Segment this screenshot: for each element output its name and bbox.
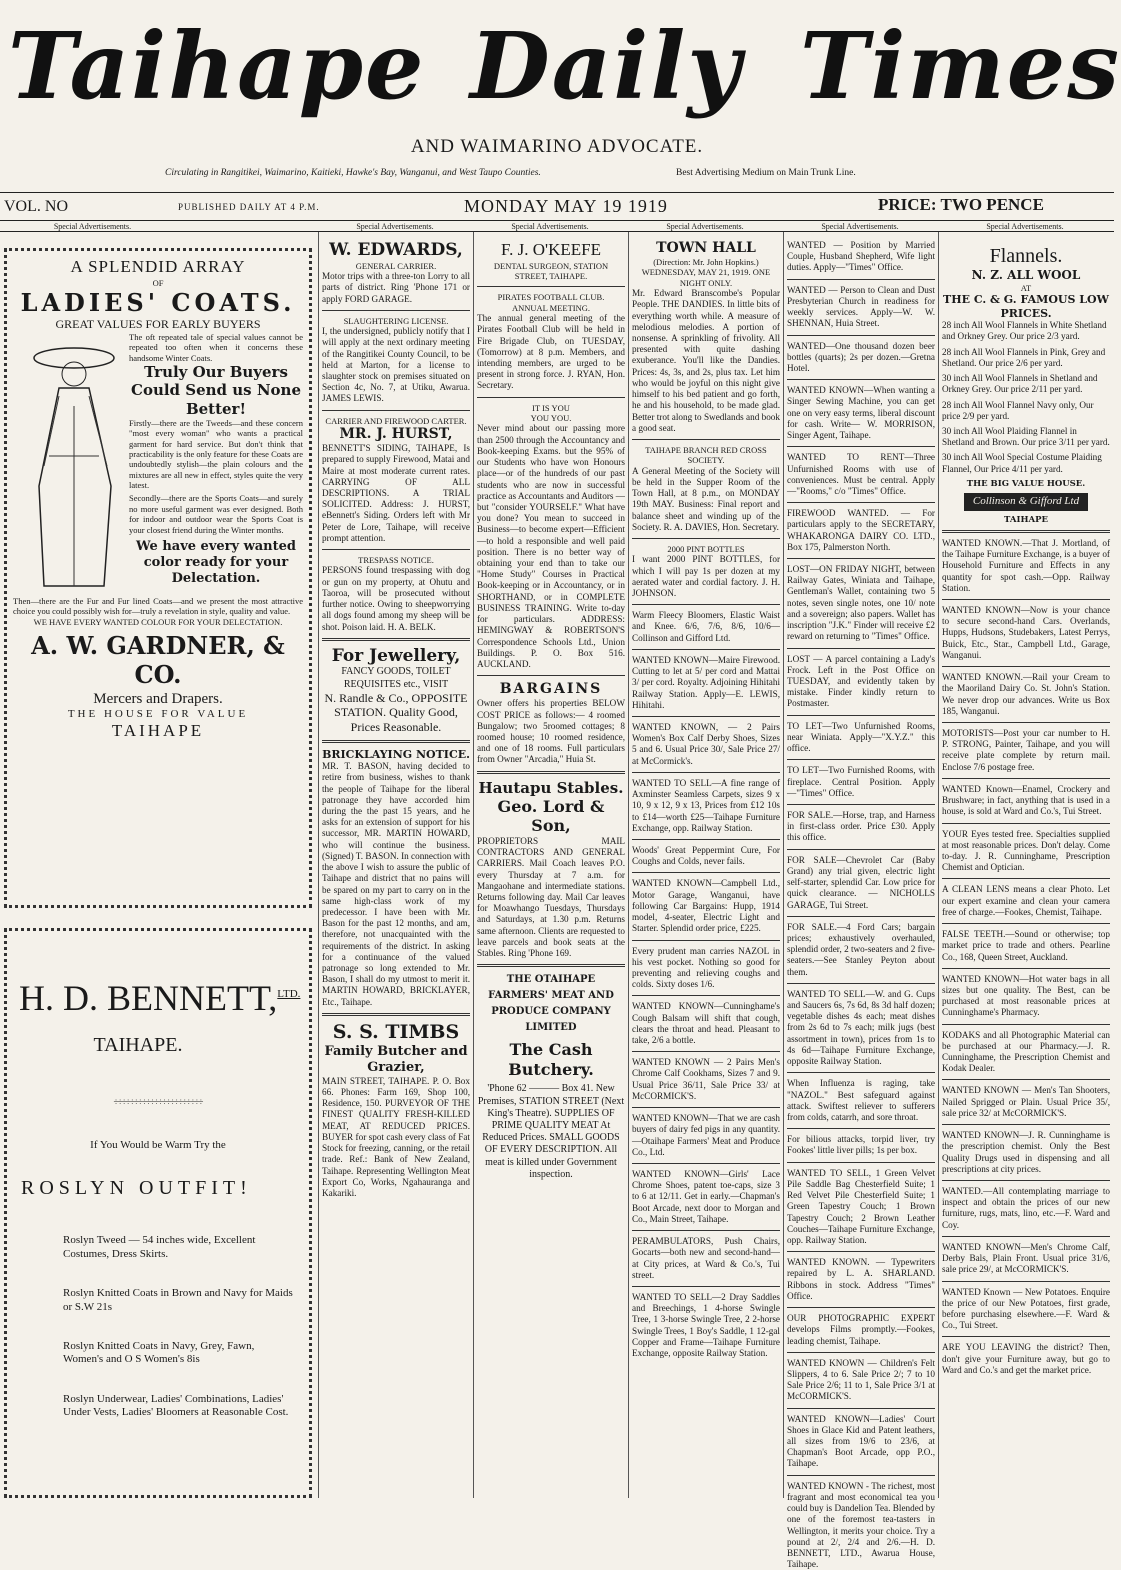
gardner-coats: LADIES' COATS. bbox=[20, 288, 296, 318]
classified-ad: WANTED.—All contemplating marriage to inspect and obtain the prices of our new furniture, rugs, mats, lino, etc.—F. Ward and Coy. bbox=[942, 1186, 1110, 1230]
pirates-notice bbox=[477, 292, 625, 391]
advert-heading: BARGAINS bbox=[499, 681, 603, 698]
advert-body: N. Randle & Co., OPPOSITE STATION. Quality Good, Prices Reasonable. bbox=[324, 690, 468, 735]
column-2 bbox=[322, 232, 470, 1498]
gardner-sports: Secondly—there are the Sports Coats—and surely no more useful garment was ever designed. Both for indoor and outdoor wear the Sports Coat is your closest friend during the Winter months. bbox=[129, 493, 303, 535]
advert-body: PERSONS found trespassing with dog or gun on my property, at Ohutu and Taoroa, will be prosecuted without further notice. Owing to sheepworrying all dogs found among my sheep will be shot. Poison laid. H. A. BELK. bbox=[322, 565, 470, 632]
classified-ad: FIREWOOD WANTED. — For particulars apply to the SECRETARY, WHAKARONGA DAIRY CO. LTD., Box 175, Palmerston North. bbox=[787, 508, 935, 552]
classified-ad: OUR PHOTOGRAPHIC EXPERT develops Films promptly.—Fookes, leading chemist, Taihape. bbox=[787, 1313, 935, 1346]
masthead-subtitle: AND WAIMARINO ADVOCATE. bbox=[410, 136, 704, 157]
pint-bottles-advert bbox=[632, 544, 780, 599]
hurst-advert bbox=[322, 416, 470, 544]
special-ads-header: Special Advertisements. bbox=[986, 222, 1064, 231]
classified-ad: WANTED KNOWN — 2 Pairs Men's Chrome Calf Cookhams, Sizes 7 and 9. Usual Price 36/11, Sale Price 33/ at McCORMICK'S. bbox=[632, 1057, 780, 1101]
classified-ad: WANTED KNOWN—Cunninghame's Cough Balsam will shift that cough, clears the throat and head. Pleasant to take, 2/6 a bottle. bbox=[632, 1001, 780, 1046]
circulation-line: Circulating in Rangitikei, Waimarino, Kaitieki, Hawke's Bay, Wanganui, and West Taupo Counties. bbox=[165, 168, 541, 178]
flannels-shop: THE C. & G. FAMOUS LOW PRICES. bbox=[943, 293, 1109, 320]
flannels-heading: Flannels. bbox=[989, 245, 1063, 267]
classified-ad: YOUR Eyes tested free. Specialties supplied at most reasonable prices. Don't delay. Come to-day. J. R. Cunninghame, Prescription Chemist and Optician. bbox=[942, 828, 1110, 873]
advert-subheading: The Cash Butchery. bbox=[508, 1040, 594, 1079]
advert-body: Mr. Edward Branscombe's Popular People. THE DANDIES. In little bits of everything worth while. A measure of melodious melodies. A portion of nonsense. A sprinkling of frivolity. All presented with quite dashing exuberance. You'll like the Dandies. Prices: 4s, 3s, and 2s, plus tax. Let him who would be joyful on this night give himself to his bed patient and go forth, he and his household, to be made glad. Better trot along to Swedlands and book a good seat. bbox=[632, 288, 780, 433]
gardner-town: TAIHAPE bbox=[111, 721, 205, 741]
classified-ad: A CLEAN LENS means a clear Photo. Let our expert examine and clean your camera free of charge.—Fookes, Chemist, Taihape. bbox=[942, 884, 1110, 917]
classified-ad: WANTED KNOWN.—That J. Mortland, of the Taihape Furniture Exchange, is a buyer of Household Furniture and Effects in any quantity for spot cash.—Opp. Railway Station. bbox=[942, 537, 1110, 593]
gardner-tweeds: Firstly—there are the Tweeds—and these concern "most every woman" who wants a practical garment for hard service. But don't think that practicability is the only feature for these Coats are undoubtedly stylish—the plain colours and the mixtures are all new in effect, styles quite the very latest. bbox=[129, 417, 303, 491]
classified-ad: When Influenza is raging, take "NAZOL." Best safeguard against attack. Swiftest reliever to sufferers from colds, catarrh, and sore throat. bbox=[787, 1078, 935, 1122]
best-medium-line: Best Advertising Medium on Main Trunk Line. bbox=[676, 168, 856, 178]
masthead-word-2: Daily bbox=[470, 12, 743, 120]
gardner-of: OF bbox=[152, 277, 164, 288]
advert-heading: CARRIER AND FIREWOOD CARTER. bbox=[325, 415, 467, 426]
classified-ad: WANTED TO SELL, 1 Green Velvet Pile Saddle Bag Chesterfield Suite; 1 Red Velvet Pile Chesterfield Suite; 1 Green Tapestry Couch; 1 Brown Tapestry Couch; 2 Brown Leather Couches—Taihape Furniture Exchange, opp. Railway Station. bbox=[787, 1167, 935, 1245]
classified-ad: WANTED KNOWN—That we are cash buyers of dairy fed pigs in any quantity.—Otaihape Farmers' Meat and Produce Co., Ltd. bbox=[632, 1113, 780, 1157]
classified-ad: ARE YOU LEAVING the district? Then, don't give your Furniture away, but go to Ward and Co.'s and get the market price. bbox=[942, 1342, 1110, 1375]
advert-heading: For Jewellery, bbox=[331, 645, 461, 666]
classified-ad: LOST—ON FRIDAY NIGHT, between Railway Gates, Winiata and Taihape, Gentleman's Wallet, containing two 5 notes, seven single notes, one 10/ note and a sovereign; also papers. Wallet has inscription "J.K." Finder will receive £2 reward on returning to "Times" Office. bbox=[787, 564, 935, 642]
classified-ad: WANTED—One thousand dozen beer bottles (quarts); 2s per dozen.—Gretna Hotel. bbox=[787, 340, 935, 373]
classified-ad: TO LET—Two Furnished Rooms, with fireplace. Central Position. Apply—"Times" Office. bbox=[787, 765, 935, 798]
bennett-advert: H. D. BENNETT,$^{LTD.}$ TAIHAPE. ÷÷÷÷÷÷÷÷÷÷÷÷÷÷÷÷÷÷÷÷÷÷ If You Would be Warm Try the ROSLYN OUTFIT! Roslyn Tweed — 54 inches wide, Excellent Costumes, Dress Skirts. Roslyn Knitted Coats in Brown and Navy for Maids or S.W 21s Roslyn Knitted Coats in Navy, Grey, Fawn, Women's and O S Women's 8is Roslyn Underwear, Ladies' Combinations, Ladies' Under Vests, Ladies' Bloomers at Reasonable Cost. bbox=[4, 928, 312, 1498]
classified-ad: FOR SALE—Chevrolet Car (Baby Grand) any trial given, electric light self-starter, splendid Car. Low price for quick clearance. — NICHOLLS GARAGE, Tui Street. bbox=[787, 854, 935, 910]
special-ads-header: Special Advertisements. bbox=[821, 222, 899, 231]
classified-ad: WANTED TO SELL—2 Dray Saddles and Breechings, 1 4-horse Swingle Tree, 1 3-horse Swingle Tree, 2 2-horse Swingle Trees, 1 Boy's Saddle, 1 12-gal Copper and Frame—Taihape Furniture Exchange, opposite Railway Station. bbox=[632, 1291, 780, 1359]
column-divider bbox=[473, 232, 474, 1498]
volume-label: VOL. NO bbox=[4, 198, 68, 215]
classified-ad: WANTED KNOWN—When wanting a Singer Sewing Machine, you can get one on very easy terms, liberal discount for cash. Write— W. MORRISON, Singer Agent, Taihape. bbox=[787, 385, 935, 441]
classified-ad: WANTED KNOWN.—Rail your Cream to the Maoriland Dairy Co. St. John's Station. We never drop our advances. Write us Box 185, Wanganui. bbox=[942, 672, 1110, 716]
issue-price: PRICE: TWO PENCE bbox=[878, 195, 1044, 214]
special-ads-header: Special Advertisements. bbox=[666, 222, 744, 231]
classified-ad: WANTED KNOWN, — 2 Pairs Women's Box Calf Derby Shoes, Sizes 5 and 6. Usual Price 30/, Sale Price 27/ at McCormick's. bbox=[632, 722, 780, 766]
advert-subheading: GENERAL CARRIER. bbox=[355, 260, 437, 271]
advert-body: A General Meeting of the Society will be held in the Supper Room of the Town Hall, at 8 p.m., on MONDAY 19th MAY. Business: Final report and balance sheet and winding up of the Society. R. A. DAVIES, Hon. Secretary. bbox=[632, 465, 780, 532]
masthead-word-3: Times bbox=[800, 12, 1121, 120]
classified-ad: WANTED KNOWN—Maire Firewood. Cutting to let at 5/ per cord and Mattai 3/ per cord. Royalty. Adjoining Hihitahi Railway Station. Apply—E. LEWIS, Hihitahi. bbox=[632, 654, 780, 710]
advert-subheading: Geo. Lord & Son, bbox=[497, 796, 605, 836]
advert-subheading: (Direction: Mr. John Hopkins.) WEDNESDAY, MAY 21, 1919. ONE NIGHT ONLY. bbox=[641, 257, 771, 288]
gardner-great-values: GREAT VALUES FOR EARLY BUYERS bbox=[55, 317, 261, 332]
bennett-item: Roslyn Knitted Coats in Brown and Navy for Maids or S.W 21s bbox=[63, 1287, 293, 1313]
advert-body: PROPRIETORS MAIL CONTRACTORS AND GENERAL CARRIERS. Mail Coach leaves P.O. every Thursday at 7 a.m. for Mangaohane and intermediate stations. Returns following day. Mail Car leaves for Moawhango Tuesdays, Thursdays and Saturdays, at 1.30 p.m. Returns same afternoon. Clients are requested to leave parcels and book seats at the Stables. Ring 'Phone 169. bbox=[477, 835, 625, 959]
classified-ad: For bilious attacks, torpid liver, try Fookes' little liver pills; 1s per box. bbox=[787, 1134, 935, 1156]
advert-heading: PIRATES FOOTBALL CLUB. bbox=[497, 292, 605, 303]
classified-ad: FOR SALE.—4 Ford Cars; bargain prices; exhaustively overhauled, splendid order, 2 two-seaters and 2 five-seaters.—See Stanley Peyton about them. bbox=[787, 921, 935, 977]
column-4 bbox=[632, 232, 780, 1498]
otaihape-advert bbox=[477, 972, 625, 1181]
gardner-fur: Then—there are the Fur and Fur lined Coats—and we present the most attractive choice you could possibly wish for—truly a revelation in style, quality and value. bbox=[13, 595, 303, 617]
classified-ad: WANTED KNOWN—Men's Chrome Calf, Derby Bals, Plain Front. Usual price 31/6, sale price 29/, at McCORMICK'S. bbox=[942, 1241, 1110, 1275]
published-label: PUBLISHED DAILY AT 4 P.M. bbox=[178, 202, 320, 212]
classified-ad: WANTED KNOWN — Men's Tan Shooters, Nailed Sprigged or Plain. Usual Price 35/, sale price 32/ at McCORMICK'S. bbox=[942, 1085, 1110, 1118]
advert-subheading: MR. J. HURST, bbox=[339, 426, 453, 442]
column-5 bbox=[787, 232, 935, 1570]
classified-ad: Every prudent man carries NAZOL in his vest pocket. Nothing so good for preventing and relieving coughs and colds. Sixty doses 1/6. bbox=[632, 945, 780, 990]
gardner-every-colour: WE HAVE EVERY WANTED COLOUR FOR YOUR DELECTATION. bbox=[33, 616, 283, 627]
advert-subheading: ANNUAL MEETING. bbox=[511, 302, 591, 313]
lady-illustration bbox=[19, 336, 129, 596]
classified-ad: WANTED TO SELL—A fine range of Axminster Seamless Carpets, sizes 9 x 10, 9 x 12, 9 x 13, Prices from £12 10s to £14—worth £25—Taihape Furniture Exchange, opp. Railway Station. bbox=[632, 777, 780, 833]
classified-ad: Woods' Great Peppermint Cure, For Coughs and Colds, never fails. bbox=[632, 844, 780, 867]
advert-body: I want 2000 PINT BOTTLES, for which I will pay 1s per dozen at my aerated water and cordial factory. J. H. JOHNSON. bbox=[632, 554, 780, 599]
advert-heading: THE OTAIHAPE FARMERS' MEAT AND PRODUCE COMPANY LIMITED bbox=[488, 974, 614, 1034]
advert-heading: SLAUGHTERING LICENSE. bbox=[343, 315, 449, 326]
column-divider bbox=[318, 232, 319, 1498]
bricklaying-notice bbox=[322, 748, 470, 1008]
classified-ad: WANTED Known—Enamel, Crockery and Brushware; in fact, anything that is used in a house, is sold at Ward and Co.'s, Tui Street. bbox=[942, 783, 1110, 817]
classified-ad: FOR SALE.—Horse, trap, and Harness in first-class order. Price £30. Apply this office. bbox=[787, 809, 935, 843]
bargains-advert bbox=[477, 681, 625, 765]
column-3 bbox=[477, 232, 625, 1498]
advert-body: Owner offers his properties BELOW COST PRICE as follows:— 4 roomed Bungalow; two 5roomed cottages; 8 roomed house; 10 roomed residence, and one of 18 rooms. Full particulars from Owner "Arcadia," Huia St. bbox=[477, 698, 625, 765]
advert-heading: 2000 PINT BOTTLES bbox=[667, 544, 745, 555]
classified-ad: Warm Fleecy Bloomers, Elastic Waist and Knee. 6/6, 7/6, 8/6, 10/6—Collinson and Gifford Ltd. bbox=[632, 610, 780, 643]
classified-ad: FALSE TEETH.—Sound or otherwise; top market price to trade and others. Pearline Co., 168, Queen Street, Auckland. bbox=[942, 929, 1110, 962]
gardner-headline: A SPLENDID ARRAY bbox=[70, 257, 246, 276]
okeefe-advert bbox=[477, 240, 625, 281]
advert-body: I, the undersigned, publicly notify that I will apply at the next ordinary meeting of the Rangitikei County Council, to be held at Marton, for a license to slaughter stock on premises situated on Section 4c, No. 7, at Utiku, Awarua. JAMES LEWIS. bbox=[322, 326, 470, 404]
classified-ad: WANTED KNOWN. — Typewriters repaired by L. A. SHARLAND. Ribbons in stock. Address "Times" Office. bbox=[787, 1257, 935, 1301]
column-1 bbox=[4, 232, 312, 1498]
gardner-house: THE HOUSE FOR VALUE bbox=[67, 707, 249, 720]
randle-advert bbox=[322, 646, 470, 735]
trespass-notice bbox=[322, 555, 470, 633]
column-6 bbox=[942, 232, 1110, 1498]
issue-date: MONDAY MAY 19 1919 bbox=[464, 196, 668, 216]
advert-body: MAIN STREET, TAIHAPE. P. O. Box 66. Phones: Farm 169, Shop 100, Residence, 150. PURVEYOR OF THE FINEST QUALITY FRESH-KILLED MEAT, AT REDUCED PRICES. BUYER for spot cash every class of Fat Stock for freezing, canning, or the retail trade. Ref.: Bank of New Zealand, Taihape. Representing Wellington Meat Export Co, Works, Ngahauranga and Kakariki. bbox=[322, 1075, 470, 1198]
classified-ad: WANTED KNOWN - The richest, most fragrant and most economical tea you could buy is Dandelion Tea. Blended by one of the foremost tea-tasters in Wellington, it merits your choice. Try a pound at 2/, 2/4 and 2/6.—H. D. BENNETT, LTD., Awarua House, Taihape. bbox=[787, 1480, 935, 1570]
bennett-item: Roslyn Underwear, Ladies' Combinations, Ladies' Under Vests, Ladies' Bloomers at Reasonable Cost. bbox=[63, 1392, 289, 1419]
advert-heading: Hautapu Stables. bbox=[478, 778, 624, 797]
big-value-house: THE BIG VALUE HOUSE. bbox=[966, 478, 1086, 489]
gardner-slogan-1: Truly Our Buyers Could Send us None Better! bbox=[131, 363, 301, 418]
classified-ad: WANTED TO SELL—W. and G. Cups and Saucers 6s, 7s 6d, 8s 3d half dozen; vegetable dishes 4s each; meat dishes from 2s 6d to 7s each; milk jugs (best assortment in town), prices from 1s to 4s 6d—Taihape Furniture Exchange, opposite Railway Station. bbox=[787, 988, 935, 1067]
gardner-name: A. W. GARDNER, & CO. bbox=[31, 631, 285, 690]
gardner-trade: Mercers and Drapers. bbox=[93, 690, 223, 707]
advert-body: BENNETT'S SIDING, TAIHAPE, Is prepared to supply Firewood, Matai and Maire at most moderate current rates. CARRYING OF ALL DESCRIPTIONS. A TRIAL SOLICITED. Address: J. HURST, eBennett's Siding. Orders left with Mr Peter de Lore, Taihape, will receive prompt attention. bbox=[322, 443, 470, 543]
classified-ad: WANTED KNOWN—J. R. Cunninghame is the prescription chemist. Only the Best Quality Drugs used in dispensing and all prescriptions at city prices. bbox=[942, 1130, 1110, 1174]
classified-ad: PERAMBULATORS, Push Chairs, Gocarts—both new and second-hand—at City prices, at Ward & Co.'s, Tui street. bbox=[632, 1236, 780, 1280]
bennett-name: H. D. BENNETT,$^{LTD.}$ bbox=[19, 978, 301, 1018]
advert-heading: F. J. O'KEEFE bbox=[501, 240, 601, 259]
hautapu-advert bbox=[477, 779, 625, 960]
advert-body: 'Phone 62 ——— Box 41. New Premises, STATION STREET (Next King's Theatre). SUPPLIES OF PRIME QUALITY MEAT At Reduced Prices. SMALL GOODS OF EVERY DESCRIPTION. All meat is killed under Government inspection. bbox=[477, 1083, 625, 1180]
advert-body: Never mind about our passing more than 2500 through the Accountancy and Book-keeping Exams. but the 95% of our Students who have won Honours place—or of the hundreds of our past students who are now in successful practice as Accountants and Auditors — but "consider YOURSELF." What have you done? You mean to succeed in Business—to become expert—Efficient—to hold a responsible and well paid position. There is no better way of obtaining your end than to take our "Home Study" Courses in Practical Book-keeping or in Accountancy, or in SHORTHAND, or in COMPLETE BUSINESS TRAINING. Write to-day for particulars. ADDRESS: HEMINGWAY & ROBERTSON'S Correspondence Schools Ltd., Union Buildings. P. O. Box 516. AUCKLAND. bbox=[477, 423, 625, 670]
special-ads-header: Special Advertisements. bbox=[511, 222, 589, 231]
flannel-item: 28 inch All Wool Flannel Navy only, Our price 2/9 per yard. bbox=[942, 399, 1094, 421]
column-divider bbox=[628, 232, 629, 1498]
classified-ad: WANTED TO RENT—Three Unfurnished Rooms with use of conveniences. Must be central. Apply—"Rooms," c/o "Times" Office. bbox=[787, 452, 935, 496]
classified-ad: WANTED KNOWN—Hot water bags in all sizes but one quality. The Best, can be purchased at most reasonable prices at Cunninghame's Pharmacy. bbox=[942, 973, 1110, 1018]
edwards-advert bbox=[322, 240, 470, 305]
advert-heading: W. EDWARDS, bbox=[329, 240, 463, 260]
advert-subheading: DENTAL SURGEON, STATION STREET, TAIHAPE. bbox=[493, 260, 609, 282]
advert-body: MR. T. BASON, having decided to retire from business, wishes to thank the people of Taihape for the liberal patronage they have accorded him during the the past 15 years, and he asks for an extension of support for his successor, MR. MARTIN HOWARD, who will continue the business. (Signed) T. BASON. In connection with the above I wish to assure the public of Taihape and district that no pains will be spared on my part to carry on in the same high-class work of my predecessor. I have been with Mr. Bason for the past 12 months, and am, therefore, not unacquainted with the requirements of the district. In asking for a continuance of the valued patronage so long extended to Mr. Bason, I shall do my utmost to merit it. MARTIN HOWARD, BRICKLAYER, Etc., Taihape. bbox=[322, 761, 470, 1007]
slaughtering-notice bbox=[322, 316, 470, 405]
town-hall-advert bbox=[632, 240, 780, 434]
classified-ad: LOST — A parcel containing a Lady's Frock. Left in the Post Office on TUESDAY, and evidently taken by mistake. Finder kindly return to Postmaster. bbox=[787, 653, 935, 709]
flannels-at: AT bbox=[1020, 283, 1032, 294]
classified-ad: WANTED KNOWN—Campbell Ltd., Motor Garage, Wanganui, have following Car Bargains: Hupp, 1914 model, 4-seater, Electric Light and Starter. Splendid order price, £225. bbox=[632, 878, 780, 934]
classified-ad: MOTORISTS—Post your car number to H. P. STRONG, Painter, Taihape, and you will receive plate complete by return mail. Enclose 7/6 postage free. bbox=[942, 728, 1110, 772]
special-ads-header: Special Advertisements. bbox=[53, 222, 132, 231]
flannels-advert bbox=[942, 244, 1110, 525]
classified-ad: WANTED KNOWN—Girls' Lace Chrome Shoes, patent toe-caps, size 3 to 6 at 12/11. Get in early.—Chapman's Boot Arcade, next door to Morgan and Co., Main Street, Taihape. bbox=[632, 1169, 780, 1224]
masthead-rule bbox=[0, 192, 1114, 193]
collinson-logo: Collinson & Gifford Ltd bbox=[964, 493, 1088, 510]
classified-ad: TO LET—Two Unfurnished Rooms, near Winiata. Apply—"X.Y.Z." this office. bbox=[787, 720, 935, 754]
classified-ad: WANTED Known — New Potatoes. Enquire the price of our New Potatoes, first grade, before purchasing elsewhere.—F. Ward & Co., Tui Street. bbox=[942, 1286, 1110, 1331]
advert-subheading: FANCY GOODS, TOILET REQUISITES etc., VISIT bbox=[341, 666, 451, 690]
advert-heading: TAIHAPE BRANCH RED CROSS SOCIETY. bbox=[645, 445, 767, 466]
classified-ad: WANTED — Position by Married Couple, Husband Shepherd, Wife light duties. Apply—"Times" Office. bbox=[787, 240, 935, 273]
advert-subheading: Family Butcher and Grazier, bbox=[324, 1044, 468, 1075]
red-cross-notice bbox=[632, 445, 780, 533]
gardner-intro: The oft repeated tale of special values cannot be repeated too often when it concerns these handsome Winter Coats. bbox=[129, 331, 303, 363]
classified-ad: WANTED KNOWN—Now is your chance to secure second-hand Cars. Overlands, Hupps, Hudsons, Studebakers, Latest Perrys, Buick, Etc., Star., Campbell Ltd., Garage, Wanganui. bbox=[942, 605, 1110, 660]
classified-ad: KODAKS and all Photographic Material can be purchased at our Pharmacy.—J. R. Cunninghame, the Prescription Chemist and Kodak Dealer. bbox=[942, 1029, 1110, 1074]
column-divider bbox=[938, 232, 939, 1498]
advert-heading: S. S. TIMBS bbox=[332, 1020, 460, 1043]
special-ads-header: Special Advertisements. bbox=[356, 222, 434, 231]
advert-heading: IT IS YOU bbox=[532, 402, 570, 413]
bennett-item: Roslyn Knitted Coats in Navy, Grey, Fawn, Women's and O S Women's 8is bbox=[63, 1339, 255, 1366]
flannels-sub: N. Z. ALL WOOL bbox=[971, 268, 1081, 283]
flannel-item: 30 inch All Wool Special Costume Plaiding Flannel, Our Price 4/11 per yard. bbox=[942, 452, 1102, 474]
bennett-item: Roslyn Tweed — 54 inches wide, Excellent Costumes, Dress Skirts. bbox=[63, 1234, 256, 1260]
bennett-warm: If You Would be Warm Try the bbox=[90, 1138, 226, 1151]
column-divider bbox=[783, 232, 784, 1498]
bennett-outfit: ROSLYN OUTFIT! bbox=[21, 1176, 252, 1199]
classified-ad: WANTED — Person to Clean and Dust Presbyterian Church in readiness for weekly services. Apply—W. W. SHENNAN, Huia Street. bbox=[787, 284, 935, 329]
flannel-item: 28 inch All Wool Flannels in White Shetland and Orkney Grey. Our price 2/3 yard. bbox=[942, 320, 1107, 342]
issue-line bbox=[0, 194, 1114, 220]
flannel-item: 30 inch All Wool Plaiding Flannel in Shetland and Brown. Our price 3/11 per yard. bbox=[942, 425, 1110, 448]
advert-body: The annual general meeting of the Pirates Football Club will be held in Fire Brigade Club, on TUESDAY, (Tomorrow) at 8 p.m. Members, and intending members, are urged to be present in strong force. J. RYAN, Hon. Secretary. bbox=[477, 313, 625, 391]
timbs-advert bbox=[322, 1021, 470, 1199]
advert-heading: BRICKLAYING NOTICE. bbox=[322, 747, 470, 761]
advert-heading: TOWN HALL bbox=[656, 240, 756, 256]
bennett-town: TAIHAPE. bbox=[93, 1033, 183, 1056]
classified-ad: WANTED KNOWN—Ladies' Court Shoes in Glace Kid and Patent leathers, all sizes from 19/6 to 23/6, at Chapman's Boot Arcade, opp P.O., Taihape. bbox=[787, 1413, 935, 1469]
flannel-item: 30 inch All Wool Flannels in Shetland and Orkney Grey. Our price 2/11 per yard. bbox=[942, 373, 1098, 395]
advert-body: Motor trips with a three-ton Lorry to all parts of district. Ring 'Phone 171 or apply FORD GARAGE. bbox=[322, 271, 470, 304]
hemingway-advert bbox=[477, 403, 625, 671]
classified-ad: WANTED KNOWN — Children's Felt Slippers, 4 to 6. Sale Price 2/; 7 to 10 Sale Price 2/6; 11 to 1, Sale Price 3/1 at McCORMICK'S. bbox=[787, 1357, 935, 1402]
advert-heading: TRESPASS NOTICE. bbox=[358, 555, 434, 566]
issue-rule bbox=[0, 220, 1114, 221]
gardner-advert bbox=[4, 248, 312, 908]
gardner-slogan-2: We have every wanted color ready for your Delectation. bbox=[135, 538, 297, 586]
masthead-word-1: Taihape bbox=[8, 12, 426, 120]
collinson-town: TAIHAPE bbox=[1004, 514, 1048, 525]
flannel-item: 28 inch All Wool Flannels in Pink, Grey and Shetland. Our price 2/6 per yard. bbox=[942, 346, 1106, 368]
advert-subheading: YOU YOU. bbox=[530, 413, 572, 424]
